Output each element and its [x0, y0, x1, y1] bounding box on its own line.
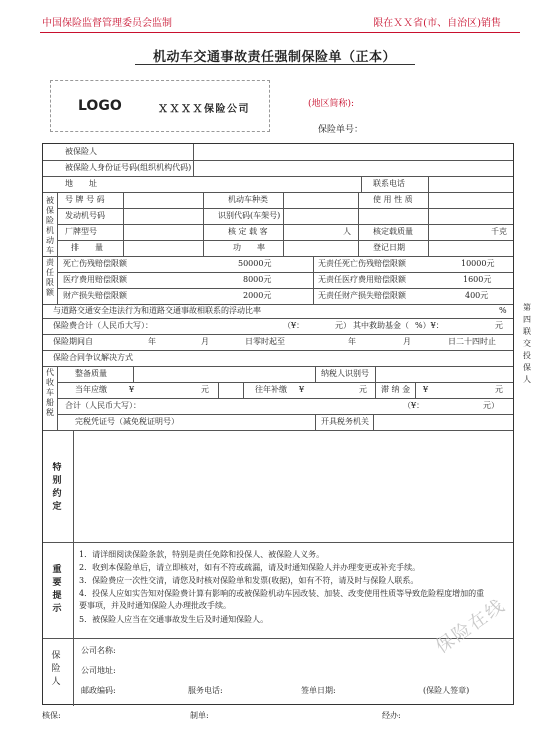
rescue-fund-label: 其中救助基金（ — [353, 321, 409, 330]
plate-label: 号 牌 号 码 — [65, 195, 105, 204]
rescue-pct: %）¥： — [415, 321, 444, 330]
note-item: 5．被保险人应当在交通事故发生后及时通知保险人。 — [79, 615, 269, 624]
underwriter-label: 核保: — [42, 711, 61, 720]
note-item: 2．收到本保险单后，请立即核对，如有不符或疏漏，请及时通知保险人并办理变更或补充手续。 — [79, 563, 421, 572]
late-fee-yen: ¥ — [423, 385, 429, 394]
note-item: 3．保险费应一次性交清，请您及时核对保险单和发票(收据)，如有不符，请及时与保险人联系。 — [79, 576, 419, 585]
header-divider — [40, 32, 520, 33]
period-label: 保险期间自 — [53, 337, 93, 346]
vin-label: 识别代码(车架号) — [218, 211, 281, 220]
limit-label: 财产损失赔偿限额 — [63, 291, 127, 300]
current-tax-yen: ¥ — [129, 385, 135, 394]
limit-label: 医疗费用赔偿限额 — [63, 275, 127, 284]
period-day-start: 日零时起至 — [245, 337, 285, 346]
area-code-label: (地区简称): — [308, 99, 355, 109]
insured-address-label: 地 址 — [65, 179, 97, 188]
copy-side-note: 第四联 交投保人 — [523, 303, 539, 384]
company-name: ＸＸＸＸ保险公司 — [158, 104, 250, 115]
note-item: 1．请详细阅读保险条款，特别是责任免除和投保人、被保险人义务。 — [79, 550, 325, 559]
vehicle-type-label: 机动车种类 — [228, 195, 268, 204]
current-tax-label: 当年应缴 — [75, 385, 107, 394]
handler-label: 经办: — [382, 711, 401, 720]
insured-label: 被保险人 — [65, 147, 97, 156]
important-notes-label: 重要提示 — [52, 565, 62, 614]
reg-date-label: 登记日期 — [373, 243, 405, 252]
insured-phone-label: 联系电话 — [373, 179, 405, 188]
period-day-end: 日二十四时止 — [448, 337, 496, 346]
rate-unit: % — [499, 306, 507, 315]
limit-value: 2000元 — [243, 291, 272, 300]
limit-value-no-fault: 1600元 — [463, 275, 492, 284]
rescue-yuan: 元 — [495, 321, 503, 330]
curb-weight-label: 整备质量 — [75, 369, 107, 378]
watermark: 保险在线 — [432, 594, 510, 658]
tax-total-paren: （¥： — [403, 401, 425, 410]
tax-group-label: 代收车船税 — [46, 368, 54, 417]
tax-authority-label: 开具税务机关 — [321, 417, 369, 426]
engine-label: 发动机号码 — [65, 211, 105, 220]
period-year: 年 — [148, 337, 156, 346]
model-label: 厂牌型号 — [65, 227, 97, 236]
current-tax-yuan: 元 — [201, 385, 209, 394]
period-year-end: 年 — [348, 337, 356, 346]
limit-label: 死亡伤残赔偿限额 — [63, 259, 127, 268]
dispute-label: 保险合同争议解决方式 — [53, 353, 133, 362]
tax-total-label: 合计（人民币大写）： — [65, 401, 141, 410]
back-tax-label: 往年补缴 — [255, 385, 287, 394]
region-sale-text: 限在ＸＸ省(市、自治区)销售 — [373, 18, 501, 29]
insurer-phone-label: 服务电话: — [188, 686, 223, 695]
seats-unit: 人 — [343, 227, 351, 236]
limit-label-no-fault: 无责任医疗费用赔偿限额 — [318, 275, 406, 284]
limit-label-no-fault: 无责任死亡伤残赔偿限额 — [318, 259, 406, 268]
insured-id-label: 被保险人身份证号码(组织机构代码) — [65, 163, 192, 172]
load-unit: 千克 — [491, 227, 507, 236]
insurer-zip-label: 邮政编码: — [81, 686, 116, 695]
page-title: 机动车交通事故责任强制保险单（正本） — [152, 50, 396, 65]
premium-paren: （¥： — [283, 321, 305, 330]
policy-number-label: 保险单号： — [318, 125, 364, 135]
sign-date-label: 签单日期: — [301, 686, 336, 695]
period-month: 月 — [201, 337, 209, 346]
tax-cert-label: 完税凭证号（减免税证明号） — [75, 417, 179, 426]
preparer-label: 制单: — [190, 711, 209, 720]
seats-label: 核 定 载 客 — [228, 227, 268, 236]
insurer-name-label: 公司名称: — [81, 646, 116, 655]
period-month-end: 月 — [403, 337, 411, 346]
premium-yuan: 元） — [335, 321, 351, 330]
note-item: 4．投保人应如实告知对保险费计算有影响的或被保险机动车因改装、加装、改变使用性质等导致危险程度增加的重要事项，并及时通知保险人办理批改手续。 — [79, 589, 485, 610]
back-tax-yen: ¥ — [299, 385, 305, 394]
insurer-seal-label: (保险人签章) — [423, 686, 470, 695]
special-terms-label: 特别约定 — [52, 463, 62, 512]
insurer-group-label: 保险人 — [51, 651, 61, 687]
usage-label: 使 用 性 质 — [373, 195, 413, 204]
limit-value-no-fault: 10000元 — [461, 259, 495, 268]
vehicle-group-label: 被保险机动车 — [46, 196, 54, 255]
insurer-address-label: 公司地址: — [81, 666, 116, 675]
limit-value-no-fault: 400元 — [465, 291, 489, 300]
policy-form — [42, 143, 514, 705]
company-logo: LOGO — [78, 98, 122, 114]
limit-value: 50000元 — [238, 259, 272, 268]
load-label: 核定载质量 — [373, 227, 413, 236]
supervision-text: 中国保险监督管理委员会监制 — [42, 18, 172, 29]
limit-label-no-fault: 无责任财产损失赔偿限额 — [318, 291, 406, 300]
rate-label: 与道路交通安全违法行为和道路交通事故相联系的浮动比率 — [53, 306, 261, 315]
premium-label: 保险费合计（人民币大写）： — [53, 321, 153, 330]
power-label: 功 率 — [233, 243, 265, 252]
title-underline — [135, 64, 415, 65]
limit-value: 8000元 — [243, 275, 272, 284]
late-fee-label: 滞 纳 金 — [381, 385, 411, 394]
late-fee-yuan: 元 — [495, 385, 503, 394]
taxpayer-id-label: 纳税人识别号 — [321, 369, 369, 378]
back-tax-yuan: 元 — [359, 385, 367, 394]
displacement-label: 排 量 — [71, 243, 103, 252]
tax-total-yuan: 元） — [483, 401, 499, 410]
limits-group-label: 责任限额 — [46, 258, 54, 297]
